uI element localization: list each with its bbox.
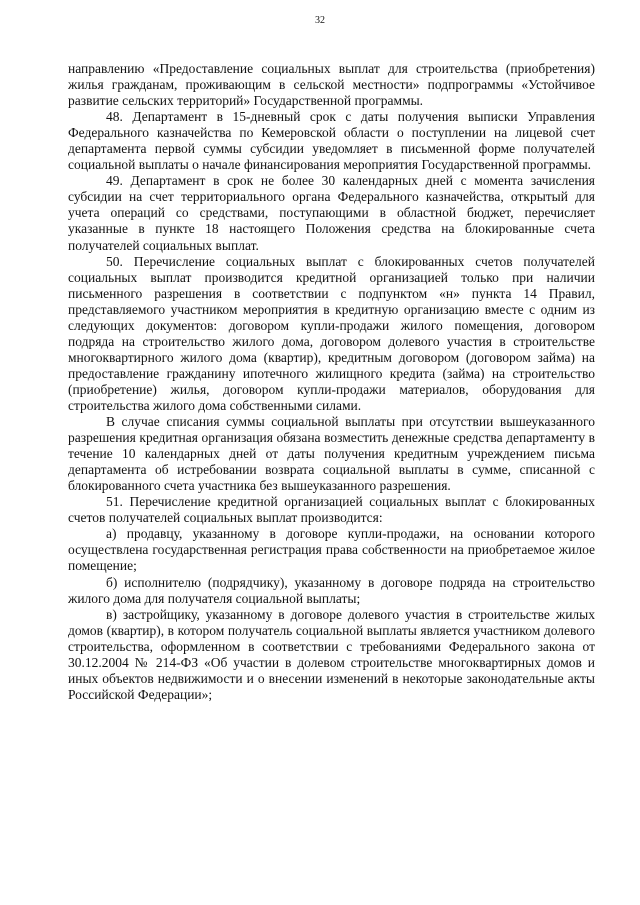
paragraph-51: 51. Перечисление кредитной организацией социальных выплат с блокированных счетов получателей социальных выплат производится:	[68, 494, 595, 526]
paragraph-50-write-off: В случае списания суммы социальной выплаты при отсутствии вышеуказанного разрешения кредитная организация обязана возместить денежные средства департаменту в течение 10 календарных дней от даты получения кредитным учреждением письма департамента об истребовании возврата социальной выплаты в сумме, списанной с блокированного счета участника без вышеуказанного разрешения.	[68, 414, 595, 494]
paragraph-50: 50. Перечисление социальных выплат с блокированных счетов получателей социальных выплат производится кредитной организацией только при наличии письменного разрешения в соответствии с подпунктом «н» пункта 14 Правил, представляемого участником мероприятия в кредитную организацию вместе с одним из следующих документов: договором купли-продажи жилого помещения, договором подряда на строительство жилого дома, договором долевого участия в строительстве многоквартирного жилого дома (квартир), кредитным договором (договором займа) на предоставление гражданину ипотечного жилищного кредита (займа) на строительство (приобретение) жилья, договором купли-продажи материалов, оборудования для строительства жилого дома собственными силами.	[68, 253, 595, 413]
paragraph-51-b: б) исполнителю (подрядчику), указанному в договоре подряда на строительство жилого дома для получателя социальной выплаты;	[68, 574, 595, 606]
page-number: 32	[315, 15, 325, 26]
paragraph-continuation: направлению «Предоставление социальных выплат для строительства (приобретения) жилья гражданам, проживающим в сельской местности» подпрограммы «Устойчивое развитие сельских территорий» Государственной программы.	[68, 61, 595, 109]
paragraph-51-v: в) застройщику, указанному в договоре долевого участия в строительстве жилых домов (квартир), в котором получатель социальной выплаты является участником долевого строительства, оформленном в соответствии с требованиями Федерального закона от 30.12.2004 № 214-ФЗ «Об участии в долевом строительстве многоквартирных домов и иных объектов недвижимости и о внесении изменений в некоторые законодательные акты Российской Федерации»;	[68, 606, 595, 702]
document-body	[68, 61, 595, 703]
paragraph-51-a: а) продавцу, указанному в договоре купли-продажи, на основании которого осуществлена государственная регистрация права собственности на приобретаемое жилое помещение;	[68, 526, 595, 574]
paragraph-48: 48. Департамент в 15-дневный срок с даты получения выписки Управления Федерального казначейства по Кемеровской области о поступлении на лицевой счет департамента первой суммы субсидии уведомляет в письменной форме получателей социальной выплаты о начале финансирования мероприятия Государственной программы.	[68, 109, 595, 173]
paragraph-49: 49. Департамент в срок не более 30 календарных дней с момента зачисления субсидии на счет территориального органа Федерального казначейства, открытый для учета операций со средствами, поступающими в областной бюджет, перечисляет указанные в пункте 18 настоящего Положения средства на блокированные счета получателей социальных выплат.	[68, 173, 595, 253]
